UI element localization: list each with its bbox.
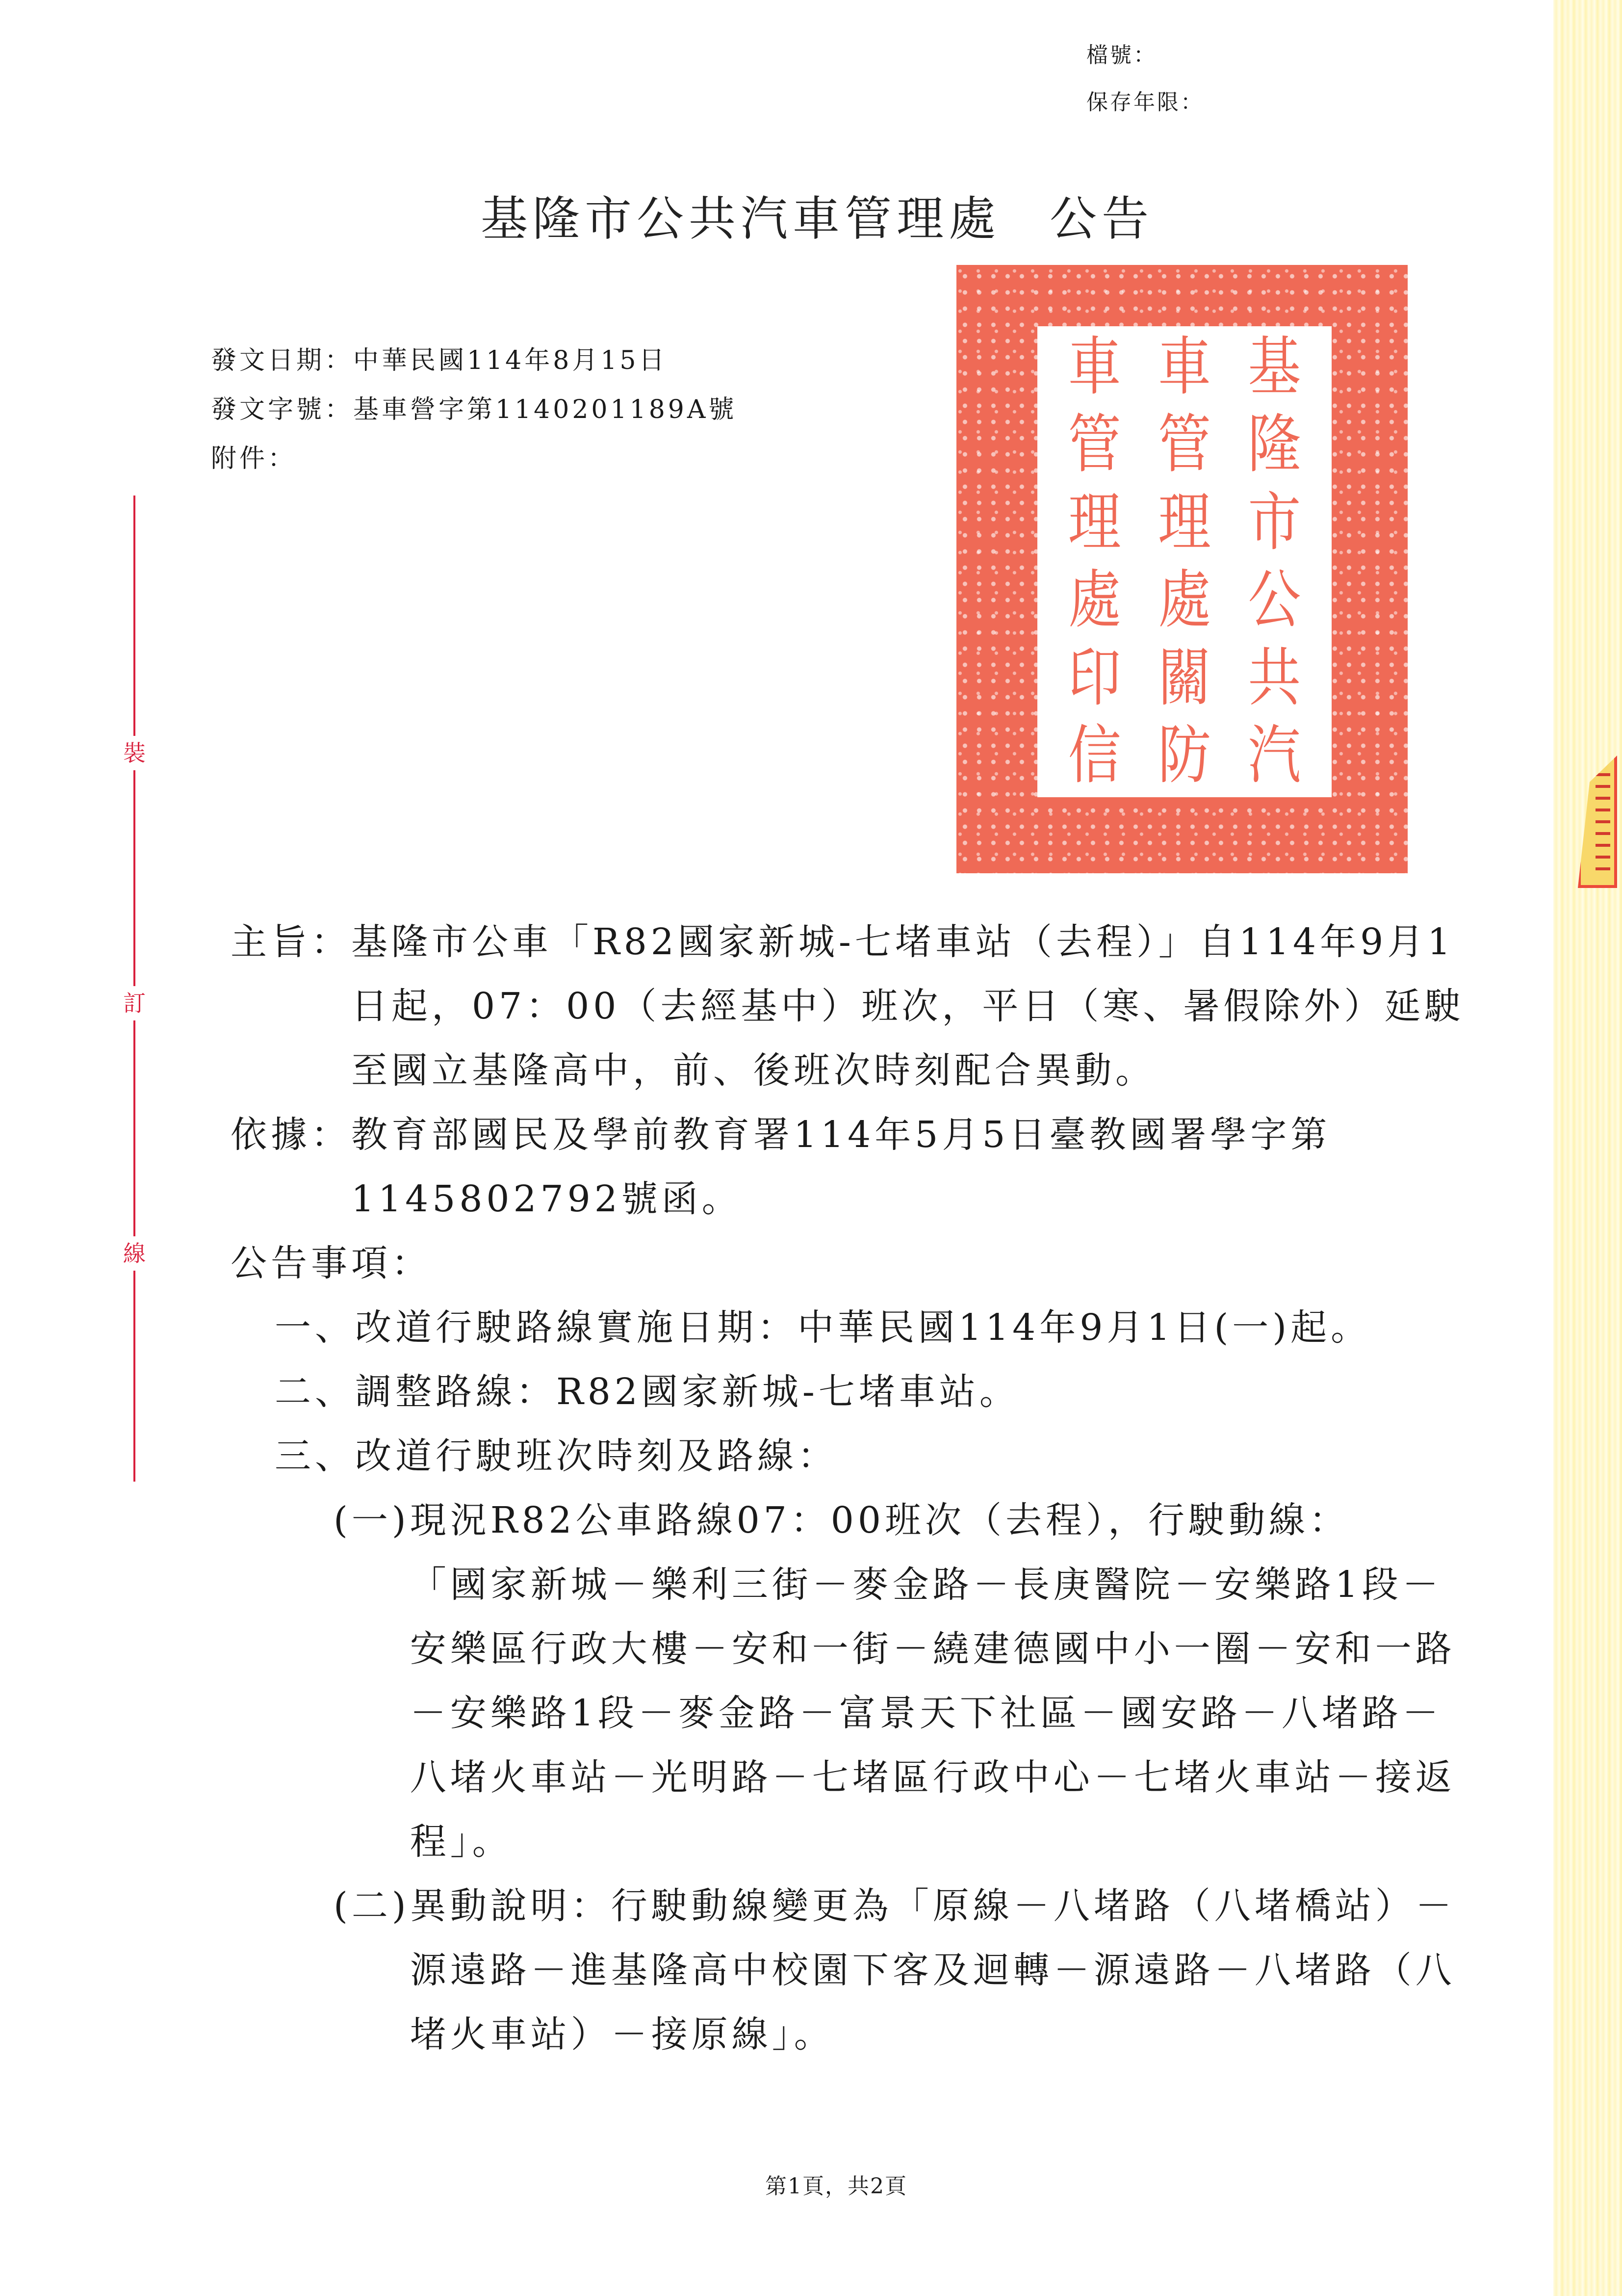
- attachment-row: [211, 434, 737, 483]
- file-number-label: 檔號：: [1086, 43, 1157, 68]
- seal-column: 車 管 理 處 印 信: [1068, 330, 1121, 793]
- notice-sub-item: [231, 1488, 1467, 1874]
- sub-item-number: (一): [334, 1499, 410, 1541]
- issue-date-label: 發文日期：: [211, 346, 354, 375]
- notice-item: [231, 1360, 1467, 1424]
- notice-item-number: 二、: [275, 1371, 355, 1413]
- basis-paragraph: [231, 1103, 1467, 1231]
- notice-title: 公告事項：: [231, 1242, 432, 1284]
- notice-item-text: 改道行駛路線實施日期：中華民國114年9月1日(一)起。: [355, 1306, 1371, 1349]
- notice-item-number: 一、: [275, 1306, 355, 1349]
- doc-number: 基車營字第1140201189A號: [353, 395, 737, 424]
- page-title: [481, 182, 1154, 249]
- seam-seal-stamp: [1578, 756, 1617, 888]
- official-seal: [956, 265, 1408, 873]
- binding-margin-line: [123, 496, 146, 1482]
- header-info: [211, 336, 737, 483]
- sub-item-number: (二): [334, 1885, 410, 1927]
- issuer-name: 基隆市公共汽車管理處: [481, 191, 1001, 246]
- sub-item-text: 現況R82公車路線07：00班次（去程），行駛動線：: [410, 1499, 1349, 1541]
- retention-label: 保存年限：: [1086, 90, 1204, 115]
- seal-column: 車 管 理 處 關 防: [1158, 330, 1211, 793]
- basis-label: 依據：: [231, 1114, 351, 1156]
- notice-item: [231, 1424, 1467, 1488]
- notice-item: [231, 1296, 1467, 1360]
- notice-item-number: 三、: [275, 1435, 355, 1477]
- attachment-label: 附件：: [211, 444, 297, 473]
- notice-item-text: 調整路線：R82國家新城-七堵車站。: [355, 1371, 1020, 1413]
- page-number: 第1頁，共2頁: [765, 2174, 907, 2199]
- current-route-text: 「國家新城－樂利三街－麥金路－長庚醫院－安樂路1段－安樂區行政大樓－安和一街－繞建德國中小一圈－安和一路－安樂路1段－麥金路－富景天下社區－國安路－八堵路－八堵火車站－光明路－七堵區行政中心－七堵火車站－接返程」。: [410, 1564, 1456, 1863]
- document-body: [231, 910, 1467, 2067]
- seal-inner: [1037, 326, 1332, 797]
- sub-item-text: 異動說明：行駛動線變更為「原線－八堵路（八堵橋站）－源遠路－進基隆高中校園下客及迴轉－源遠路－八堵路（八堵火車站）－接原線」。: [410, 1885, 1456, 2056]
- issue-date: 中華民國114年8月15日: [353, 346, 668, 375]
- issue-date-row: [211, 336, 737, 385]
- doc-number-label: 發文字號：: [211, 395, 354, 424]
- notice-sub-item: [231, 1874, 1467, 2067]
- file-number-row: [1086, 32, 1204, 79]
- subject-label: 主旨：: [231, 921, 351, 963]
- binding-char-zhuang: 裝: [119, 736, 150, 770]
- retention-row: [1086, 79, 1204, 126]
- doc-type: 公告: [1050, 191, 1154, 246]
- subject-text: 基隆市公車「R82國家新城-七堵車站（去程）」自114年9月1日起，07：00（去經基中）班次，平日（寒、暑假除外）延駛至國立基隆高中，前、後班次時刻配合異動。: [351, 921, 1465, 1092]
- basis-text: 教育部國民及學前教育署114年5月5日臺教國署學字第1145802792號函。: [351, 1114, 1331, 1220]
- seal-column: 基 隆 市 公 共 汽: [1248, 330, 1301, 793]
- binding-char-ding: 訂: [119, 986, 150, 1020]
- doc-number-row: [211, 385, 737, 434]
- page-edge-strip: [1553, 0, 1622, 2296]
- binding-char-xian: 線: [119, 1236, 150, 1271]
- subject-paragraph: [231, 910, 1467, 1103]
- notice-item-text: 改道行駛班次時刻及路線：: [355, 1435, 838, 1477]
- file-meta: [1086, 32, 1204, 126]
